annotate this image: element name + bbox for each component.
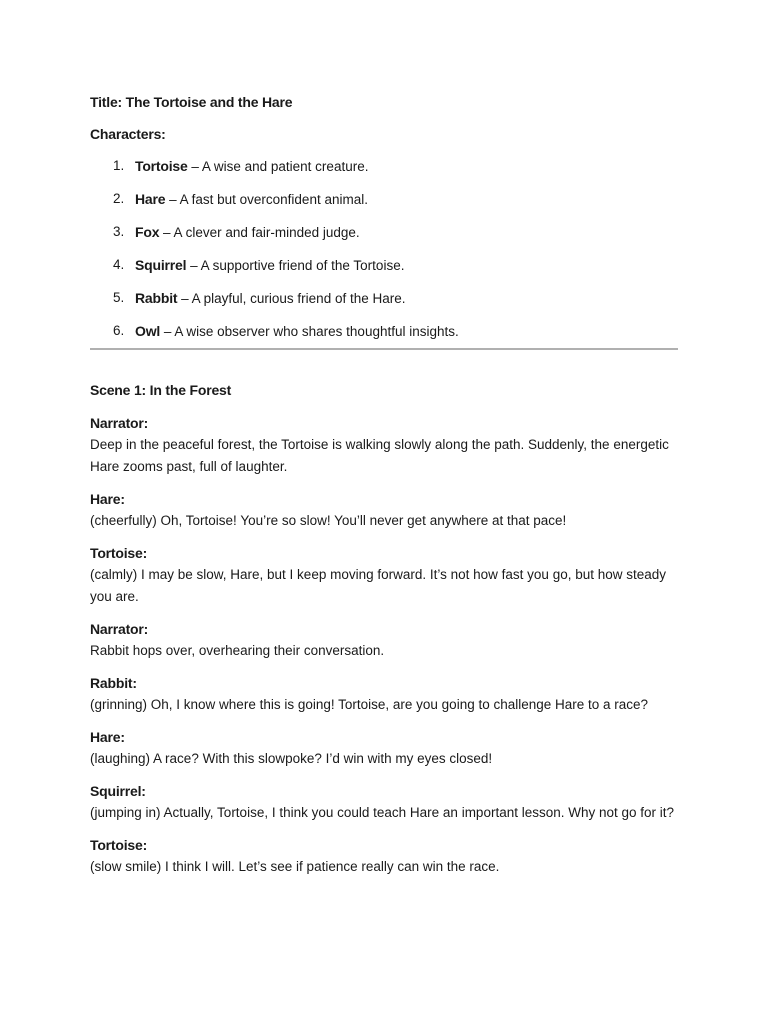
dialogue-text: (laughing) A race? With this slowpoke? I’d win with my eyes closed! — [90, 751, 493, 766]
document-title: Title: The Tortoise and the Hare — [90, 94, 293, 110]
horizontal-divider — [90, 348, 678, 350]
dialogue-text: (calmly) I may be slow, Hare, but I keep moving forward. It’s not how fast you go, but how steady you are. — [90, 567, 667, 604]
dialogue-text: (grinning) Oh, I know where this is going! Tortoise, are you going to challenge Hare to a race? — [90, 697, 649, 712]
character-description: – A supportive friend of the Tortoise. — [186, 258, 405, 273]
document-page — [90, 92, 678, 888]
scene-title: Scene 1: In the Forest — [90, 382, 232, 398]
dialogue-text: (jumping in) Actually, Tortoise, I think you could teach Hare an important lesson. Why not go for it? — [90, 805, 675, 820]
list-number: 2. — [113, 191, 125, 206]
dialogue-text: Deep in the peaceful forest, the Tortoise is walking slowly along the path. Suddenly, the energetic Hare zooms past, full of laughter. — [90, 437, 669, 474]
character-description: – A clever and fair-minded judge. — [159, 225, 360, 240]
speaker-name: Hare: — [90, 729, 125, 745]
dialogue-block — [90, 834, 678, 878]
character-description: – A wise observer who shares thoughtful insights. — [160, 324, 459, 339]
character-list — [90, 156, 678, 342]
character-name: Fox — [135, 224, 160, 240]
character-name: Squirrel — [135, 257, 187, 273]
list-item — [113, 321, 678, 342]
character-name: Rabbit — [135, 290, 178, 306]
list-item — [113, 189, 678, 210]
speaker-name: Narrator: — [90, 621, 149, 637]
list-number: 1. — [113, 158, 125, 173]
list-item — [113, 288, 678, 309]
dialogue-text: (cheerfully) Oh, Tortoise! You’re so slow! You’ll never get anywhere at that pace! — [90, 513, 567, 528]
dialogue-block — [90, 672, 678, 716]
dialogue-block — [90, 726, 678, 770]
list-number: 5. — [113, 290, 125, 305]
character-name: Tortoise — [135, 158, 188, 174]
dialogue-block — [90, 488, 678, 532]
dialogue-block — [90, 542, 678, 608]
character-description: – A playful, curious friend of the Hare. — [177, 291, 406, 306]
character-description: – A fast but overconfident animal. — [165, 192, 368, 207]
list-item — [113, 222, 678, 243]
list-number: 6. — [113, 323, 125, 338]
list-number: 4. — [113, 257, 125, 272]
character-name: Owl — [135, 323, 161, 339]
speaker-name: Hare: — [90, 491, 125, 507]
list-number: 3. — [113, 224, 125, 239]
dialogue-text: Rabbit hops over, overhearing their conversation. — [90, 643, 385, 658]
speaker-name: Narrator: — [90, 415, 149, 431]
list-item — [113, 156, 678, 177]
dialogue-text: (slow smile) I think I will. Let’s see if patience really can win the race. — [90, 859, 500, 874]
speaker-name: Rabbit: — [90, 675, 137, 691]
dialogue-block — [90, 412, 678, 478]
character-description: – A wise and patient creature. — [187, 159, 369, 174]
list-item — [113, 255, 678, 276]
speaker-name: Tortoise: — [90, 837, 148, 853]
dialogue-block — [90, 618, 678, 662]
speaker-name: Tortoise: — [90, 545, 148, 561]
characters-heading: Characters: — [90, 126, 166, 142]
dialogue-block — [90, 780, 678, 824]
character-name: Hare — [135, 191, 166, 207]
speaker-name: Squirrel: — [90, 783, 146, 799]
